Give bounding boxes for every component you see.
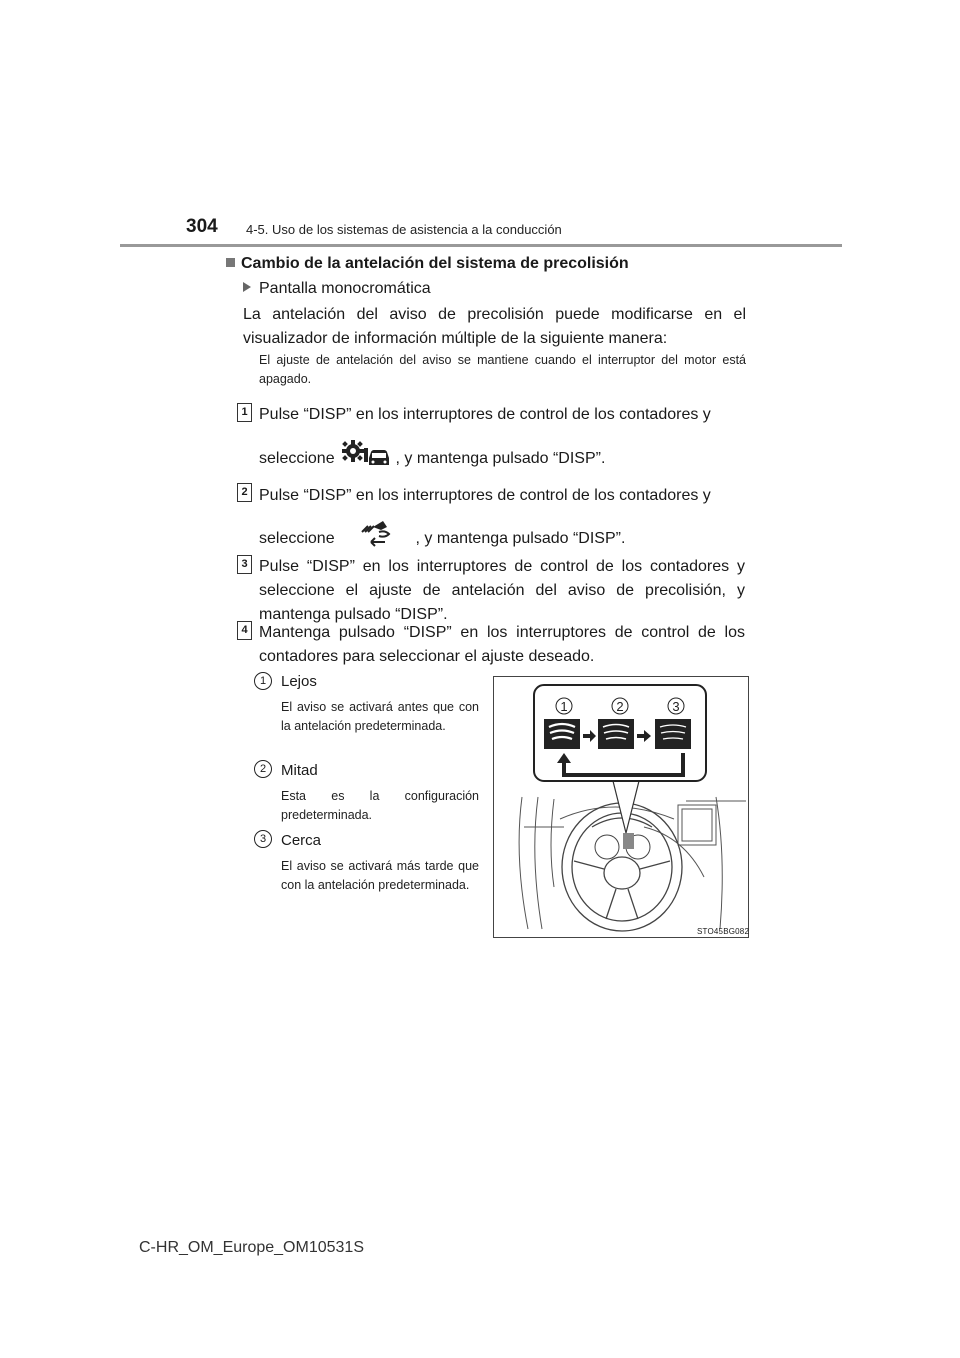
step-1-line2 — [259, 439, 605, 479]
precollision-icon — [359, 518, 395, 560]
option-number-3: 3 — [254, 830, 272, 848]
step-1-after: , y mantenga pulsado “DISP”. — [395, 450, 606, 468]
step-badge-4: 4 — [237, 621, 252, 640]
option-label-3: Cerca — [281, 832, 322, 849]
settings-car-icon — [339, 439, 391, 479]
step-2-before: seleccione — [259, 530, 335, 548]
figure-code: STO45BG082 — [697, 927, 750, 936]
option-desc-1: El aviso se activará antes que con la antelación predeterminada. — [281, 700, 479, 733]
step-3-text: Pulse “DISP” en los interruptores de control de los contadores y seleccione el ajuste de antelación del aviso de precolisión, y mantenga pulsado “DISP”. — [259, 558, 745, 623]
dashboard-figure — [493, 676, 749, 938]
step-1-line1: Pulse “DISP” en los interruptores de control de los contadores y — [259, 406, 711, 423]
step-2-line1: Pulse “DISP” en los interruptores de control de los contadores y — [259, 487, 711, 504]
square-bullet-icon — [226, 258, 235, 267]
option-desc-3: El aviso se activará más tarde que con la antelación predeterminada. — [281, 859, 479, 892]
subheading-text: Cambio de la antelación del sistema de precolisión — [241, 255, 629, 272]
figure-label-3: 3 — [672, 699, 680, 714]
steering-wheel-icon — [562, 803, 682, 931]
step-4-text: Mantenga pulsado “DISP” en los interruptores de control de los contadores para seleccionar el ajuste deseado. — [259, 624, 745, 665]
option-desc-2: Esta es la configuración predeterminada. — [281, 789, 479, 822]
option-number-2: 2 — [254, 760, 272, 778]
bullet-text: Pantalla monocromática — [259, 280, 431, 297]
step-badge-1: 1 — [237, 403, 252, 422]
footer-doc-id: C-HR_OM_Europe_OM10531S — [139, 1239, 364, 1256]
section-title: 4-5. Uso de los sistemas de asistencia a la conducción — [246, 222, 562, 237]
option-label-2: Mitad — [281, 762, 318, 779]
header-divider — [120, 244, 842, 247]
intro-paragraph: La antelación del aviso de precolisión puede modificarse en el visualizador de información múltiple de la siguiente manera: — [243, 306, 746, 347]
option-label-1: Lejos — [281, 673, 317, 690]
step-2-line2 — [259, 518, 625, 560]
option-number-1: 1 — [254, 672, 272, 690]
step-badge-3: 3 — [237, 555, 252, 574]
step-1-before: seleccione — [259, 450, 335, 468]
step-2-after: , y mantenga pulsado “DISP”. — [415, 530, 626, 548]
dashboard-illustration — [494, 677, 748, 937]
warning-timing-icon — [544, 719, 691, 749]
bullet-item — [243, 280, 431, 298]
triangle-bullet-icon — [243, 282, 251, 292]
note-paragraph: El ajuste de antelación del aviso se mantiene cuando el interruptor del motor está apagado. — [259, 353, 746, 386]
step-badge-2: 2 — [237, 483, 252, 502]
page-number: 304 — [186, 216, 218, 237]
figure-label-2: 2 — [616, 699, 624, 714]
subheading — [226, 255, 629, 273]
figure-label-1: 1 — [560, 699, 568, 714]
